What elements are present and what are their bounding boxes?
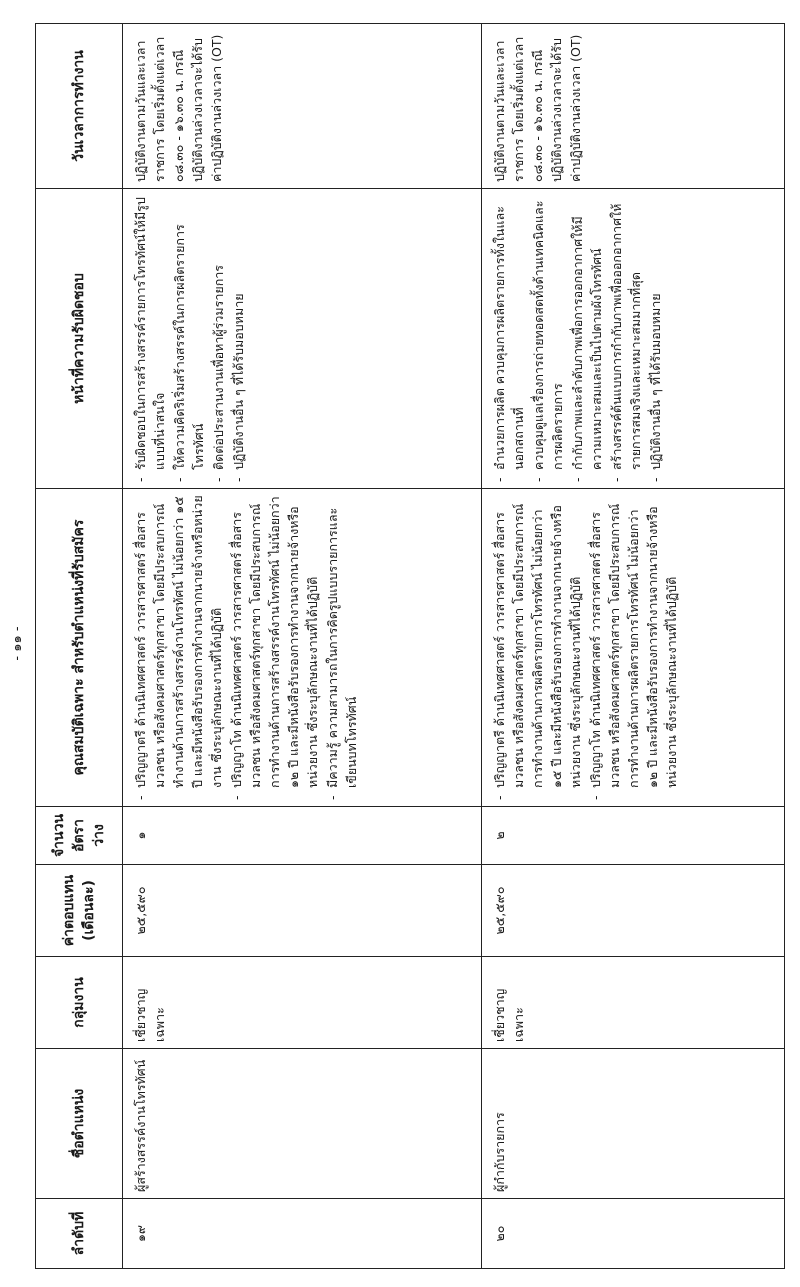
table-row [123, 24, 482, 1269]
working-time-text: ปฏิบัติงานตามวันและเวลาราชการ โดยเริ่มตั้งแต่เวลา ๐๘.๓๐ - ๑๖.๓๐ น. กรณีปฏิบัติงานล่วงเวลาจะได้รับค่าปฏิบัติงานล่วงเวลา (OT) [492, 34, 584, 182]
working-time-text: ปฏิบัติงานตามวันและเวลาราชการ โดยเริ่มตั้งแต่เวลา ๐๘.๓๐ - ๑๖.๓๐ น. กรณีปฏิบัติงานล่วงเวลาจะได้รับค่าปฏิบัติงานล่วงเวลา (OT) [133, 34, 224, 182]
row-title: ผู้สร้างสรรค์งานโทรทัศน์ [123, 1049, 482, 1199]
duty-item: - ให้ความคิดริเริ่มสร้างสรรค์ในการผลิตรายการโทรทัศน์ [170, 195, 208, 482]
qualification-item: - ปริญญาโท ด้านนิเทศศาสตร์ วารสารศาสตร์ สื่อสารมวลชน หรือสังคมศาสตร์ทุกสาขา โดยมีประสบการณ์การทำงานด้านการสร้างสรรค์งานโทรทัศน์ ไม่น้อยกว่า ๑๒ ปี และมีหนังสือรับรองการทำงานจากนายจ้างหรือหน่วยงาน ซึ่งระบุลักษณะงานที่ได้ปฏิบัติ [227, 495, 322, 800]
row-group: เชี่ยวชาญเฉพาะ [482, 957, 785, 1049]
row-vacancies: ๑ [123, 807, 482, 865]
table-row [482, 24, 785, 1269]
header-working-time: วันเวลาการทำงาน [36, 24, 123, 189]
row-salary: ๒๕,๕๙๐ [123, 865, 482, 957]
header-duties: หน้าที่ความรับผิดชอบ [36, 189, 123, 489]
qualification-item: - ปริญญาตรี ด้านนิเทศศาสตร์ วารสารศาสตร์ สื่อสารมวลชน หรือสังคมศาสตร์ทุกสาขา โดยมีประสบการณ์ทำงานด้านการสร้างสรรค์งานโทรทัศน์ ไม่น้อยกว่า ๑๕ ปี และมีหนังสือรับรองการทำงานจากนายจ้างหรือหน่วยงาน ซึ่งระบุลักษณะงานที่ได้ปฏิบัติ [131, 495, 226, 800]
page-number: - ๑๑ - [10, 626, 25, 661]
qualification-item: - มีความรู้ ความสามารถในการคิดรูปแบบรายการและเขียนบทโทรทัศน์ [323, 495, 361, 800]
header-qualifications: คุณสมบัติเฉพาะ สำหรับตำแหน่งที่รับสมัคร [36, 489, 123, 807]
row-qualifications [482, 489, 785, 807]
row-no: ๒๐ [482, 1199, 785, 1269]
row-working-time [123, 24, 482, 189]
qualification-item: - ปริญญาโท ด้านนิเทศศาสตร์ วารสารศาสตร์ สื่อสารมวลชน หรือสังคมศาสตร์ทุกสาขา โดยมีประสบการณ์การทำงานด้านการผลิตรายการโทรทัศน์ ไม่น้อยกว่า ๑๒ ปี และมีหนังสือรับรองการทำงานจากนายจ้างหรือหน่วยงาน ซึ่งระบุลักษณะงานที่ได้ปฏิบัติ [586, 495, 681, 800]
row-no: ๑๙ [123, 1199, 482, 1269]
row-qualifications [123, 489, 482, 807]
row-duties [123, 189, 482, 489]
row-group: เชี่ยวชาญเฉพาะ [123, 957, 482, 1049]
row-salary: ๒๕,๕๙๐ [482, 865, 785, 957]
header-no: ลำดับที่ [36, 1199, 123, 1269]
duty-item: - อำนวยการผลิต ควบคุมการผลิตรายการทั้งในและนอกสถานที่ [490, 195, 528, 482]
duty-item: - สร้างสรรค์ต้นแบบการกำกับภาพเพื่อออกอากาศให้รายการสมจริงและเหมาะสมมากที่สุด [607, 195, 645, 482]
duty-item: - ปฏิบัติงานอื่น ๆ ที่ได้รับมอบหมาย [646, 195, 665, 482]
row-vacancies: ๒ [482, 807, 785, 865]
header-group: กลุ่มงาน [36, 957, 123, 1049]
row-working-time [482, 24, 785, 189]
header-title: ชื่อตำแหน่ง [36, 1049, 123, 1199]
header-salary: ค่าตอบแทน (เดือนละ) [36, 865, 123, 957]
qualification-item: - ปริญญาตรี ด้านนิเทศศาสตร์ วารสารศาสตร์ สื่อสารมวลชน หรือสังคมศาสตร์ทุกสาขา โดยมีประสบการณ์การทำงานด้านการผลิตรายการโทรทัศน์ ไม่น้อยกว่า ๑๕ ปี และมีหนังสือรับรองการทำงานจากนายจ้างหรือหน่วยงาน ซึ่งระบุลักษณะงานที่ได้ปฏิบัติ [490, 495, 585, 800]
duty-item: - รับผิดชอบในการสร้างสรรค์รายการโทรทัศน์ให้มีรูปแบบที่น่าสนใจ [131, 195, 169, 482]
duty-item: - ควบคุมดูแลเรื่องการถ่ายทอดสดทั้งด้านเทคนิคและการผลิตรายการ [529, 195, 567, 482]
header-vacancies: จำนวนอัตราว่าง [36, 807, 123, 865]
duty-item: - กำกับภาพและลำดับภาพเพื่อการออกอากาศให้มีความเหมาะสมและเป็นไปตามผังโทรทัศน์ [568, 195, 606, 482]
table-header-row [36, 24, 123, 1269]
duty-item: - ติดต่อประสานงานเพื่อหาผู้ร่วมรายการ [209, 195, 228, 482]
row-duties [482, 189, 785, 489]
row-title: ผู้กำกับรายการ [482, 1049, 785, 1199]
job-positions-table [35, 23, 785, 1269]
duty-item: - ปฏิบัติงานอื่น ๆ ที่ได้รับมอบหมาย [229, 195, 248, 482]
